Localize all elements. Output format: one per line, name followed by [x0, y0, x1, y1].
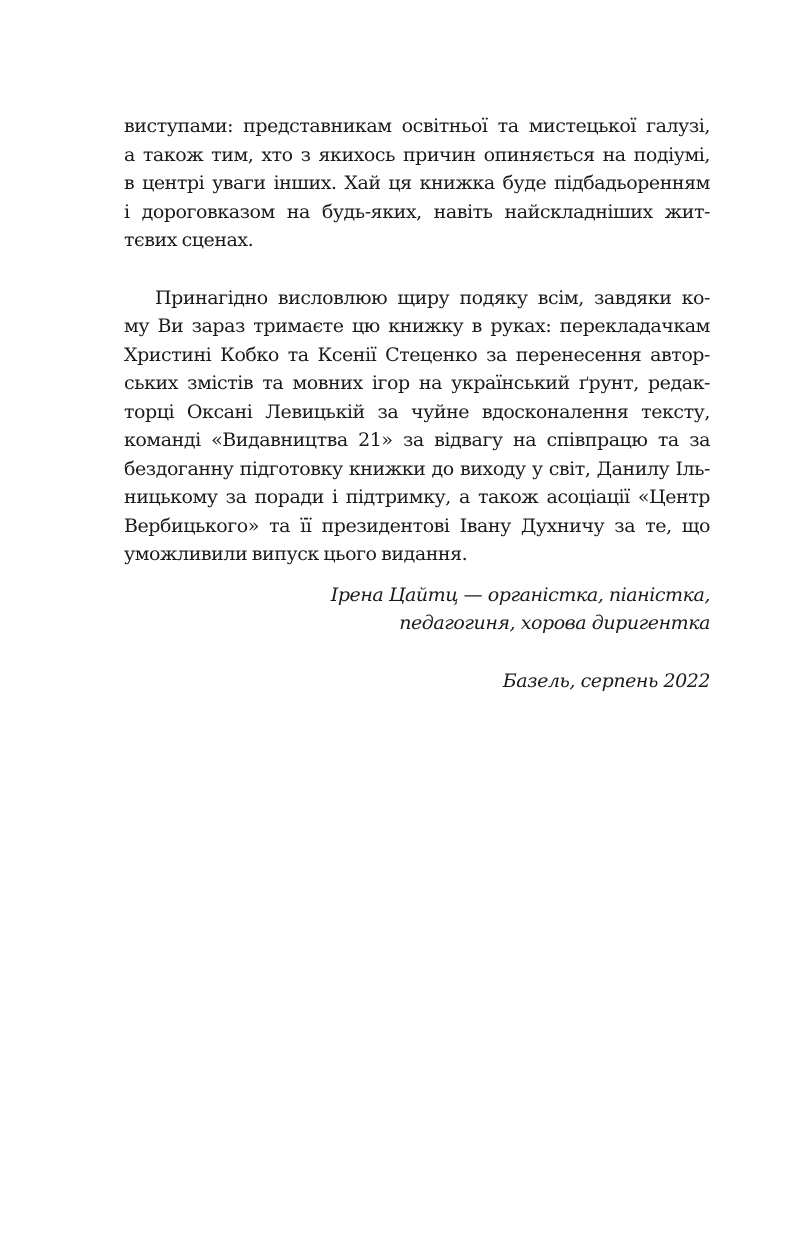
text-line: Вербицького» та її президентові Івану Духничу за те, що	[124, 514, 710, 537]
text-line: і дороговказом на будь-яких, навіть найскладніших жит-	[124, 200, 710, 223]
signature	[124, 581, 710, 638]
text-line: а також тим, хто з якихось причин опиняється на подіумі,	[124, 143, 710, 166]
text-line: ницькому за поради і підтримку, а також асоціації «Центр	[124, 486, 710, 508]
text-line: виступами: представникам освітньої та мистецької галузі,	[124, 115, 710, 137]
paragraph-1	[124, 112, 710, 255]
text-line: Христині Кобко та Ксенії Стеценко за перенесення автор-	[124, 343, 710, 366]
paragraph-2	[124, 284, 710, 569]
paragraph-gap	[124, 255, 710, 284]
text-line: команді «Видавництва 21» за відвагу на співпрацю та за	[124, 429, 710, 451]
text-line: в центрі уваги інших. Хай ця книжка буде підбадьоренням	[124, 172, 710, 194]
signature-name-line: Ірена Цайтц — органістка, піаністка,	[330, 583, 710, 606]
signature-gap	[124, 569, 710, 581]
signature-role-line: педагогиня, хорова диригентка	[399, 612, 710, 634]
text-line: бездоганну підготовку книжки до виходу у світ, Данилу Іль-	[124, 457, 710, 480]
text-line: ських змістів та мовних ігор на український ґрунт, редак-	[124, 372, 710, 394]
date-gap	[124, 638, 710, 667]
text-line: тєвих сценах.	[124, 229, 254, 251]
text-line: уможливили випуск цього видання.	[124, 543, 468, 565]
text-line: му Ви зараз тримаєте цю книжку в руках: перекладачкам	[124, 315, 710, 337]
place-date: Базель, серпень 2022	[502, 669, 710, 692]
text-line: торці Оксані Левицькій за чуйне вдосконалення тексту,	[124, 400, 710, 423]
page-text	[124, 112, 710, 695]
text-line: Принагідно висловлюю щиру подяку всім, завдяки ко-	[155, 286, 710, 309]
